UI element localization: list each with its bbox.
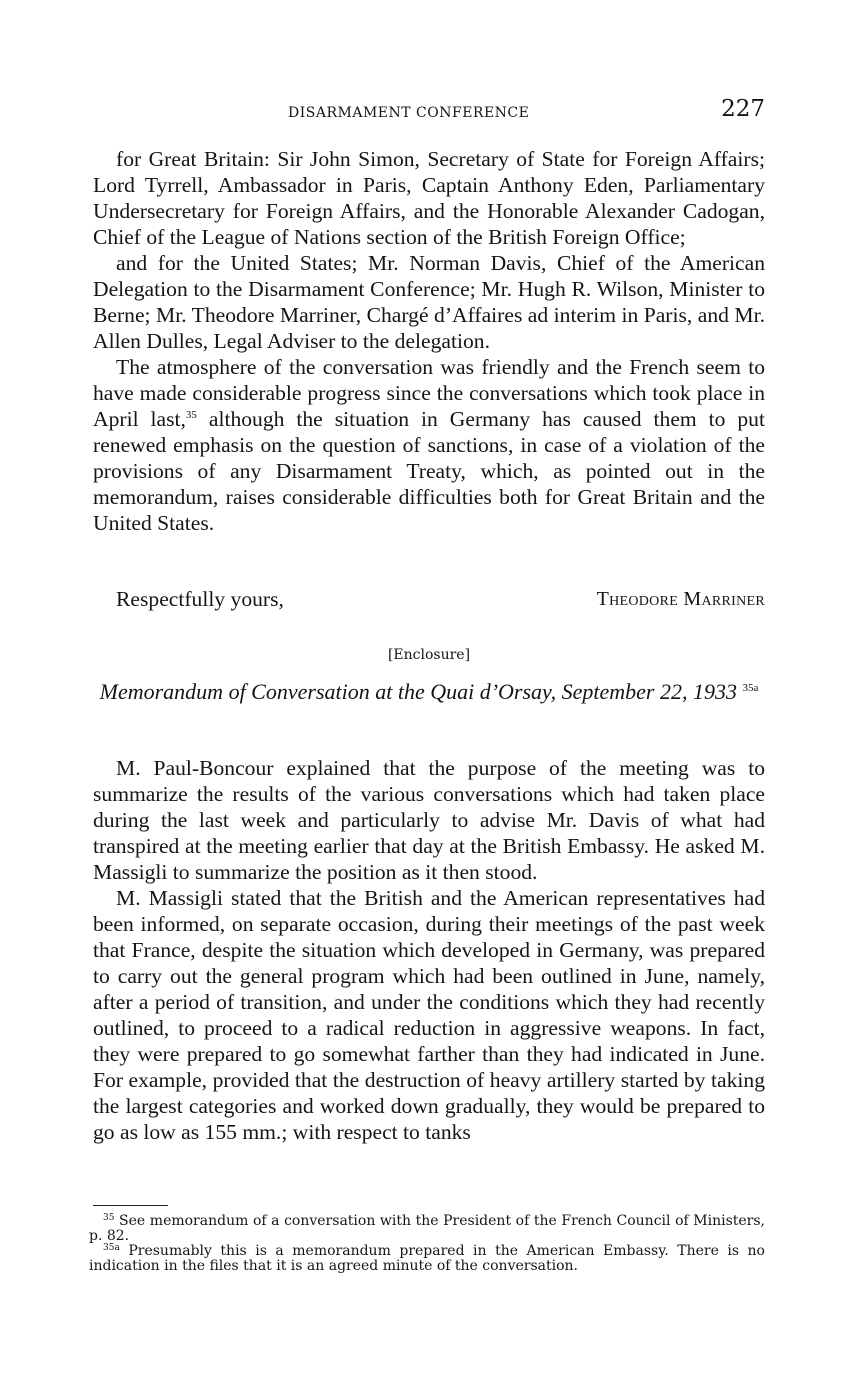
footnote-mark: 35a: [103, 1243, 120, 1253]
page-number: 227: [721, 96, 765, 122]
signature: Theodore Marriner: [596, 588, 765, 610]
memo-title-text: Memorandum of Conversation at the Quai d’Orsay, September 22, 1933: [99, 679, 737, 704]
paragraph-atmosphere: [93, 354, 765, 536]
signoff: [93, 586, 765, 612]
closing: Respectfully yours,: [116, 587, 284, 611]
memo-title: [93, 679, 765, 705]
paragraph-atmosphere-text-1: The atmosphere of the conversation was friendly and the French seem to have made considerable progress since the conversations which took place in April last,: [93, 355, 765, 431]
footnote-35: [89, 1214, 765, 1244]
footnote-ref-35a: 35a: [742, 682, 759, 694]
footnote-35a: [89, 1244, 765, 1274]
paragraph-paul-boncour: M. Paul-Boncour explained that the purpose of the meeting was to summarize the results of the various conversations which had taken place during the last week and particularly to advise Mr. Davis of what had transpired at the meeting earlier that day at the British Embassy. He asked M. Massigli to summarize the position as it then stood.: [93, 756, 765, 884]
footnote-ref-35: 35: [185, 409, 197, 421]
running-head: DISARMAMENT CONFERENCE: [288, 105, 530, 121]
footnote-text: Presumably this is a memorandum prepared in the American Embassy. There is no indication in the files that it is an agreed minute of the conversation.: [89, 1243, 765, 1274]
footnotes: [89, 1214, 765, 1274]
footnote-divider: [93, 1205, 168, 1206]
footnote-text: See memorandum of a conversation with the President of the French Council of Ministers, p. 82.: [89, 1213, 765, 1244]
page-header: [93, 96, 765, 132]
letter-body: [93, 146, 765, 536]
paragraph-united-states: and for the United States; Mr. Norman Davis, Chief of the American Delegation to the Disarmament Conference; Mr. Hugh R. Wilson, Minister to Berne; Mr. Theodore Marriner, Chargé d’Affaires ad interim in Paris, and Mr. Allen Dulles, Legal Adviser to the delegation.: [93, 251, 765, 353]
memo-body: [93, 755, 765, 1145]
paragraph-atmosphere-text-2: although the situation in Germany has caused them to put renewed emphasis on the question of sanctions, in case of a violation of the provisions of any Disarmament Treaty, which, as pointed out in the memorandum, raises considerable difficulties both for Great Britain and the United States.: [93, 407, 765, 535]
footnote-mark: 35: [103, 1213, 115, 1223]
enclosure-label: [Enclosure]: [387, 647, 471, 663]
paragraph-great-britain: for Great Britain: Sir John Simon, Secretary of State for Foreign Affairs; Lord Tyrrell, Ambassador in Paris, Captain Anthony Eden, Parliamentary Undersecretary for Foreign Affairs, and the Honorable Alexander Cadogan, Chief of the League of Nations section of the British Foreign Office;: [93, 147, 765, 249]
paragraph-massigli: M. Massigli stated that the British and the American representatives had been informed, on separate occasion, during their meetings of the past week that France, despite the situation which developed in Germany, was prepared to carry out the general program which had been outlined in June, namely, after a period of transition, and under the conditions which they had recently outlined, to proceed to a radical reduction in aggressive weapons. In fact, they were prepared to go somewhat farther than they had indicated in June. For example, provided that the destruction of heavy artillery started by taking the largest categories and worked down gradually, they would be prepared to go as low as 155 mm.; with respect to tanks: [93, 886, 765, 1144]
